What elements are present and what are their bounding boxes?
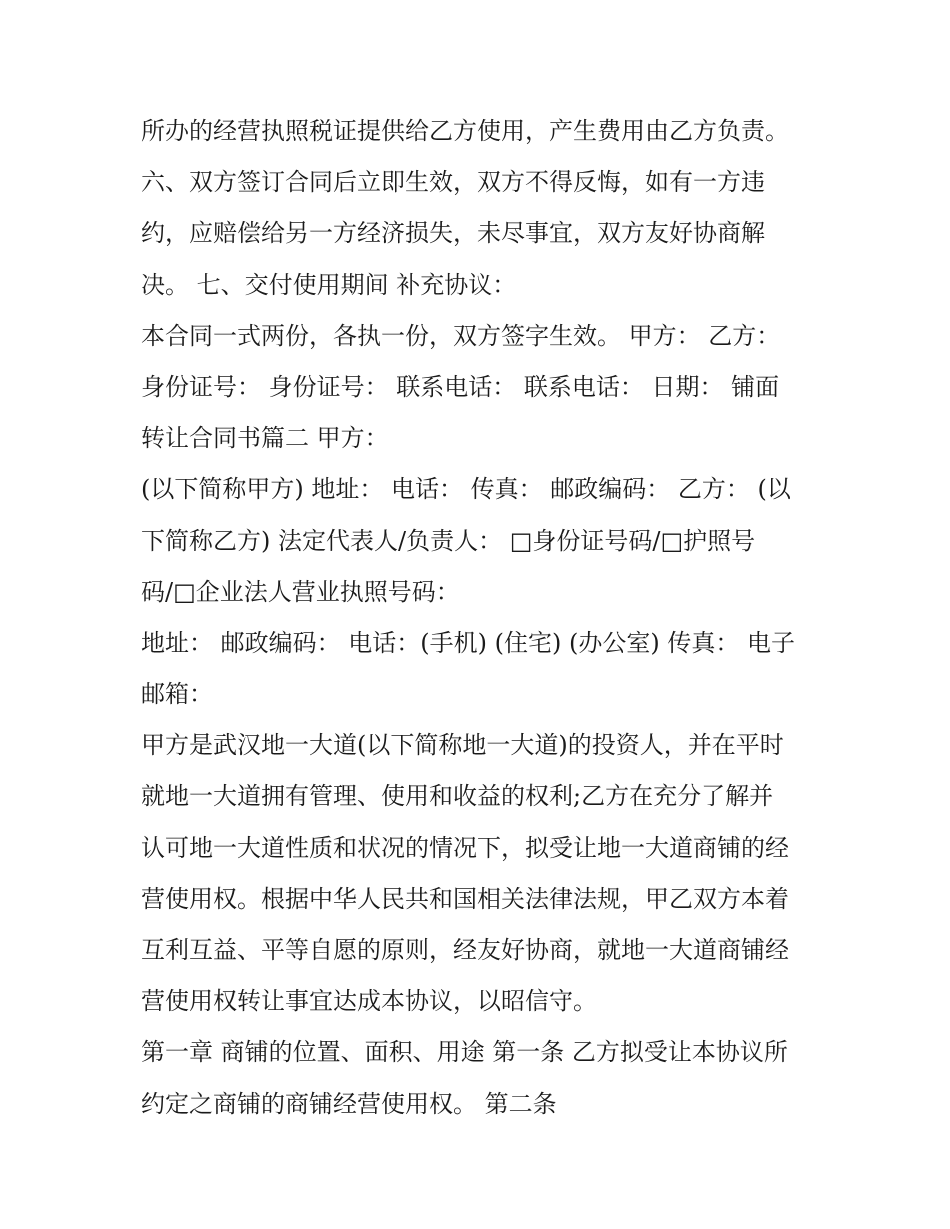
text-line: 约定之商铺的商铺经营使用权。 第二条 xyxy=(141,1089,557,1118)
text-line: 约，应赔偿给另一方经济损失，未尽事宜，双方友好协商解 xyxy=(141,219,765,248)
text-line: 下简称乙方) 法定代表人/负责人： □身份证号码/□护照号 xyxy=(141,526,756,555)
text-line: 所办的经营执照税证提供给乙方使用，产生费用由乙方负责。 xyxy=(141,117,789,145)
text-line: 本合同一式两份，各执一份，双方签字生效。 甲方： 乙方： xyxy=(141,321,781,350)
text-line: 营使用权。根据中华人民共和国相关法律法规，甲乙双方本着 xyxy=(141,884,789,913)
text-line: (以下简称甲方) 地址： 电话： 传真： 邮政编码： 乙方： (以 xyxy=(141,475,791,504)
text-line: 邮箱： xyxy=(141,680,213,709)
text-line: 码/□企业法人营业执照号码： xyxy=(141,577,460,606)
text-line: 地址： 邮政编码： 电话：(手机) (住宅) (办公室) 传真： 电子 xyxy=(141,628,795,657)
text-line: 互利互益、平等自愿的原则，经友好协商，就地一大道商铺经 xyxy=(141,936,789,964)
text-line: 就地一大道拥有管理、使用和收益的权利;乙方在充分了解并 xyxy=(141,782,774,811)
document-body xyxy=(141,106,821,1130)
text-line: 认可地一大道性质和状况的情况下，拟受让地一大道商铺的经 xyxy=(141,833,789,862)
text-line: 第一章 商铺的位置、面积、用途 第一条 乙方拟受让本协议所 xyxy=(141,1038,788,1067)
text-line: 转让合同书篇二 甲方： xyxy=(141,424,389,453)
text-line: 身份证号： 身份证号： 联系电话： 联系电话： 日期： 铺面 xyxy=(141,372,780,401)
text-line: 营使用权转让事宜达成本协议，以昭信守。 xyxy=(141,987,597,1016)
text-line: 六、双方签订合同后立即生效，双方不得反悔，如有一方违 xyxy=(141,168,765,197)
text-line: 甲方是武汉地一大道(以下简称地一大道)的投资人，并在平时 xyxy=(141,731,784,760)
text-line: 决。 七、交付使用期间 补充协议： xyxy=(141,270,517,299)
